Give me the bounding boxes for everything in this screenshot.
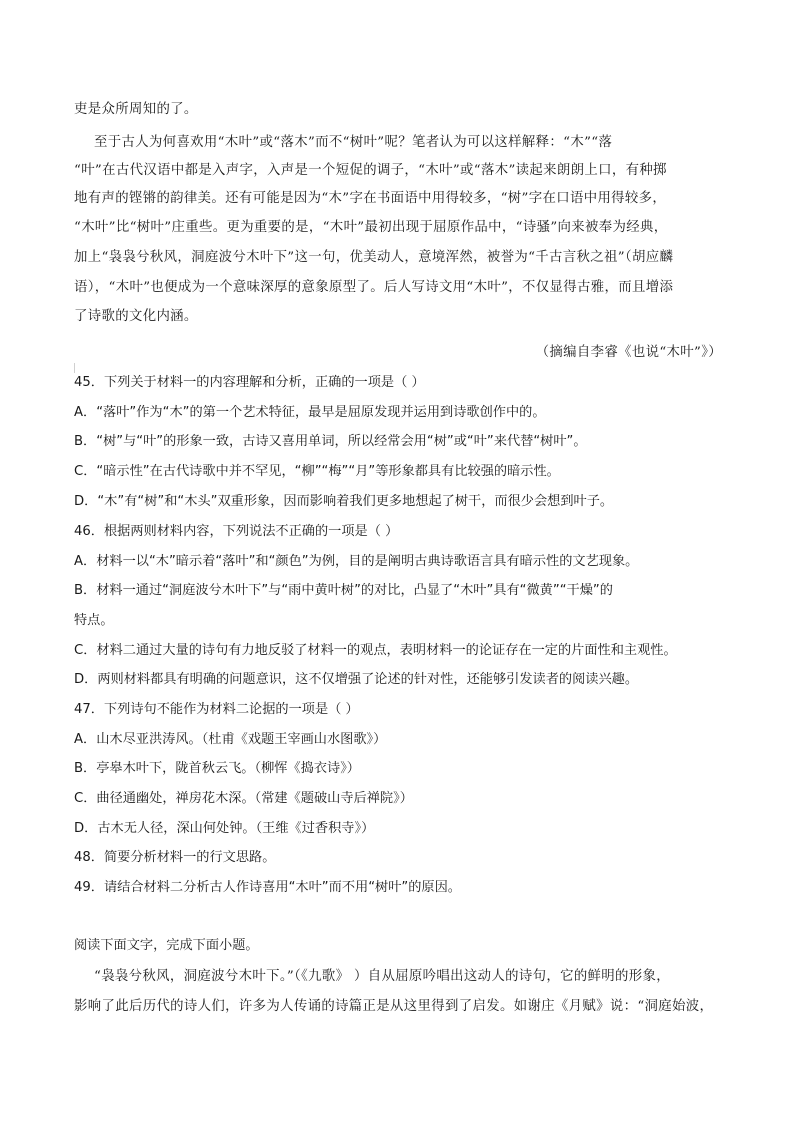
question-46-option-c: C．材料二通过大量的诗句有力地反驳了材料一的观点，表明材料一的论证存在一定的片面性和主观性。 <box>74 643 677 658</box>
question-45-option-c: C．“暗示性”在古代诗歌中并不罕见，“柳”“梅”“月”等形象都具有比较强的暗示性。 <box>74 464 560 479</box>
question-45-option-a: A．“落叶”作为“木”的第一个艺术特征，最早是屈原发现并运用到诗歌创作中的。 <box>74 405 546 420</box>
question-47-option-d: D．古木无人径，深山何处钟。（王维《过香积寺》） <box>74 821 375 836</box>
question-46-option-b-cont: 特点。 <box>74 613 114 628</box>
passage-line: “木叶”比“树叶”庄重些。更为重要的是，“木叶”最初出现于屈原作品中，“诗骚”向来被奉为经典， <box>74 220 668 235</box>
passage-line: 影响了此后历代的诗人们，许多为人传诵的诗篇正是从这里得到了启发。如谢庄《月赋》说：“洞庭始波， <box>74 999 714 1014</box>
question-47-stem: 47．下列诗句不能作为材料二论据的一项是（ ） <box>74 702 359 717</box>
question-46-option-b: B．材料一通过“洞庭波兮木叶下”与“雨中黄叶树”的对比，凸显了“木叶”具有“微黄”“干燥”的 <box>74 583 613 598</box>
question-47-option-c: C．曲径通幽处，禅房花木深。（常建《题破山寺后禅院》） <box>74 791 413 806</box>
passage-line: 加上“袅袅兮秋风，洞庭波兮木叶下”这一句，优美动人，意境浑然，被誉为“千古言秋之祖”（胡应麟 <box>74 250 674 265</box>
question-48-stem: 48．简要分析材料一的行文思路。 <box>74 850 276 865</box>
question-45-stem: 45．下列关于材料一的内容理解和分析，正确的一项是（ ） <box>74 375 425 390</box>
passage-line: “袅袅兮秋风，洞庭波兮木叶下。”（《九歌》 ）自从屈原吟唱出这动人的诗句，它的鲜明的形象， <box>94 969 671 984</box>
question-49-stem: 49．请结合材料二分析古人作诗喜用“木叶”而不用“树叶”的原因。 <box>74 880 461 895</box>
question-46-option-a: A．材料一以“木”暗示着“落叶”和“颜色”为例，目的是阐明古典诗歌语言具有暗示性的文艺现象。 <box>74 554 639 569</box>
passage-line: “叶”在古代汉语中都是入声字，入声是一个短促的调子，“木叶”或“落木”读起来朗朗上口，有种掷 <box>74 163 667 178</box>
passage-line: 语），“木叶”也便成为一个意味深厚的意象原型了。后人写诗文用“木叶”，不仅显得古雅，而且增添 <box>74 280 674 295</box>
question-46-stem: 46．根据两则材料内容，下列说法不正确的一项是（ ） <box>74 524 399 539</box>
section-intro: 阅读下面文字，完成下面小题。 <box>74 938 259 953</box>
question-47-option-b: B．亭皋木叶下，陇首秋云飞。（柳恽《捣衣诗》） <box>74 761 360 776</box>
margin-mark <box>74 363 75 373</box>
passage-line: 地有声的铿锵的韵律美。还有可能是因为“木”字在书面语中用得较多，“树”字在口语中用得较多， <box>74 191 667 206</box>
passage-line: 至于古人为何喜欢用“木叶”或“落木”而不“树叶”呢？笔者认为可以这样解释：“木”“落 <box>94 135 613 150</box>
passage-source: （摘编自李睿《也说“木叶”》） <box>535 345 722 360</box>
question-47-option-a: A．山木尽亚洪涛风。（杜甫《戏题王宰画山水图歌》） <box>74 732 387 747</box>
passage-line: 吏是众所周知的了。 <box>74 102 198 117</box>
question-46-option-d: D．两则材料都具有明确的问题意识，这不仅增强了论述的针对性，还能够引发读者的阅读兴趣。 <box>74 672 639 687</box>
question-45-option-b: B．“树”与“叶”的形象一致，古诗又喜用单词，所以经常会用“树”或“叶”来代替“树叶”。 <box>74 434 587 449</box>
question-45-option-d: D．“木”有“树”和“木头”双重形象，因而影响着我们更多地想起了树干，而很少会想到叶子。 <box>74 494 614 509</box>
passage-line: 了诗歌的文化内涵。 <box>74 309 198 324</box>
